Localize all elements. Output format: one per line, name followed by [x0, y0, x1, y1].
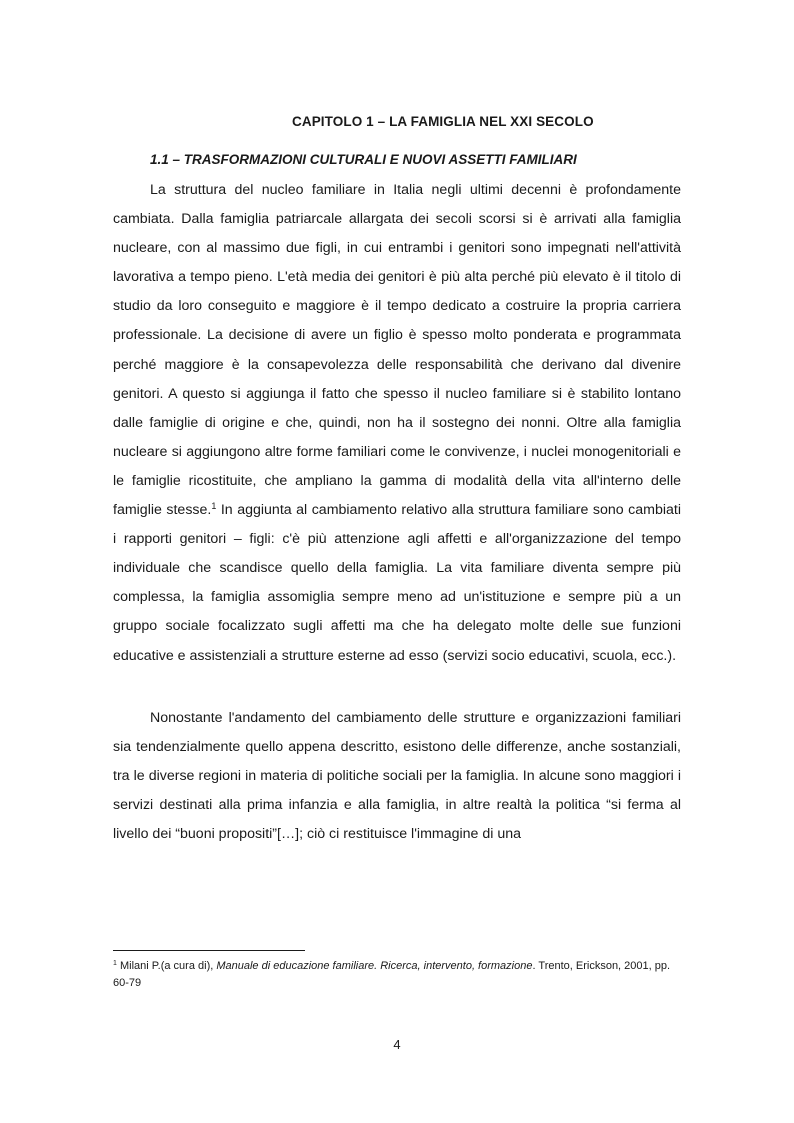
- footnote-author: Milani P.(a cura di),: [116, 960, 217, 972]
- footnote-publication: . Trento, Erickson, 2001, pp. 60-79: [113, 960, 671, 989]
- footnote-number: 1: [113, 960, 117, 967]
- chapter-title: CAPITOLO 1 – LA FAMIGLIA NEL XXI SECOLO: [292, 114, 594, 129]
- footnote-reference: 1: [211, 501, 217, 512]
- footnote-book-title: Manuale di educazione familiare. Ricerca, intervento, formazione: [216, 960, 533, 972]
- paragraph-2-text: Nonostante l'andamento del cambiamento delle strutture e organizzazioni familiari sia tendenzialmente quello appena descritto, esistono delle differenze, anche sostanziali, tra le diverse regioni in materia di politiche sociali per la famiglia. In alcune sono maggiori i servizi destinati alla prima infanzia e alla famiglia, in altre realtà la politica “si ferma al livello dei “buoni propositi”[…]; ciò ci restituisce l'immagine di una: [113, 710, 681, 843]
- section-title: 1.1 – TRASFORMAZIONI CULTURALI E NUOVI ASSETTI FAMILIARI: [150, 152, 577, 167]
- body-paragraph-2: [113, 704, 681, 850]
- body-paragraph-1: [113, 176, 681, 671]
- paragraph-1-text-after-ref: In aggiunta al cambiamento relativo alla struttura familiare sono cambiati i rapporti genitori – figli: c'è più attenzione agli affetti e all'organizzazione del tempo individuale che scandisce quello della famiglia. La vita familiare diventa sempre più complessa, la famiglia assomiglia sempre meno ad un'istituzione e sempre più a un gruppo sociale focalizzato sugli affetti ma che ha delegato molte delle sue funzioni educative e assistenziali a strutture esterne ad esso (servizi socio educativi, scuola, ecc.).: [113, 502, 681, 664]
- paragraph-1-text-before-ref: La struttura del nucleo familiare in Italia negli ultimi decenni è profondamente cambiata. Dalla famiglia patriarcale allargata dei secoli scorsi si è arrivati alla famiglia nucleare, con al massimo due figli, in cui entrambi i genitori sono impegnati nell'attività lavorativa a tempo pieno. L'età media dei genitori è più alta perché più elevato è il titolo di studio da loro conseguito e maggiore è il tempo dedicato a costruire la propria carriera professionale. La decisione di avere un figlio è spesso molto ponderata e programmata perché maggiore è la consapevolezza delle responsabilità che derivano dal divenire genitori. A questo si aggiunga il fatto che spesso il nucleo familiare si è stabilito lontano dalle famiglie di origine e che, quindi, non ha il sostegno dei nonni. Oltre alla famiglia nucleare si aggiungono altre forme familiari come le convivenze, i nuclei monogenitoriali e le famiglie ricostituite, che ampliano la gamma di modalità della vita all'interno delle famiglie stesse.: [113, 182, 681, 519]
- footnote: [113, 958, 681, 992]
- footnote-separator: [113, 950, 305, 951]
- page-number: 4: [393, 1037, 401, 1052]
